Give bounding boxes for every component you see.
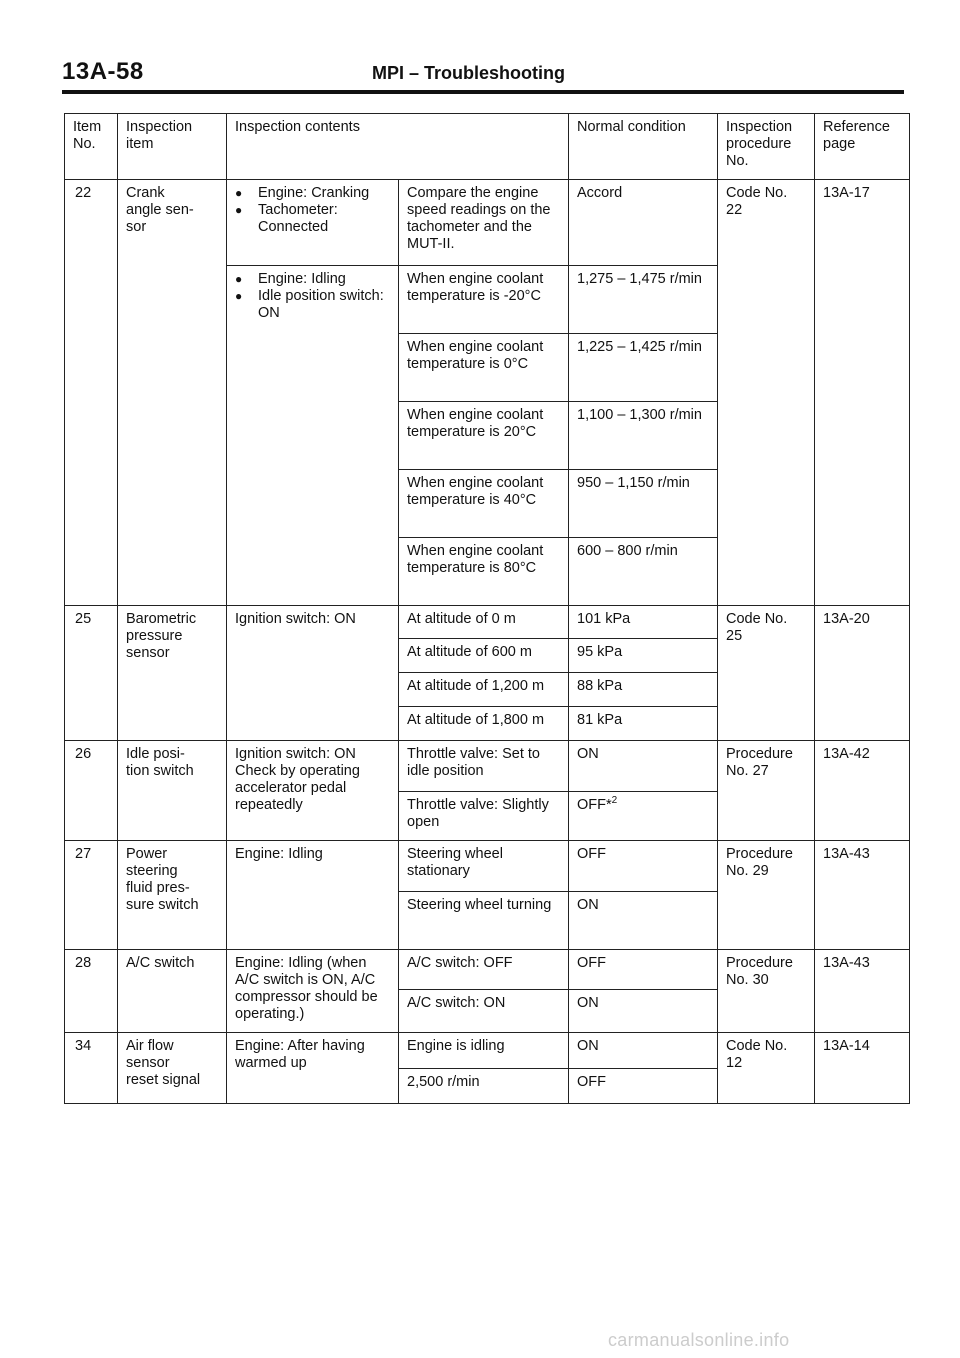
normal-condition: 1,225 – 1,425 r/min — [569, 334, 718, 402]
inspection-item: A/C switch — [118, 950, 227, 1033]
normal-condition: 88 kPa — [569, 673, 718, 707]
reference-page: 13A-43 — [815, 950, 910, 1033]
reference-page: 13A-20 — [815, 606, 910, 741]
inspection-check: Throttle valve: Set to idle position — [399, 741, 569, 792]
inspection-procedure: Procedure No. 29 — [718, 841, 815, 950]
inspection-check: Throttle valve: Slightly open — [399, 792, 569, 841]
inspection-item: Crank angle sen- sor — [118, 180, 227, 606]
table-row-26 — [65, 741, 910, 792]
inspection-procedure: Code No. 25 — [718, 606, 815, 741]
item-no: 25 — [65, 606, 118, 741]
normal-condition: 600 – 800 r/min — [569, 538, 718, 606]
item-no: 26 — [65, 741, 118, 841]
inspection-check: At altitude of 0 m — [399, 606, 569, 639]
troubleshooting-table — [64, 113, 910, 1104]
bullet-icon: ● — [235, 289, 243, 303]
table-row-34 — [65, 1033, 910, 1069]
bullet-icon: ● — [235, 186, 243, 200]
inspection-item: Power steering fluid pres- sure switch — [118, 841, 227, 950]
normal-condition: OFF — [569, 841, 718, 892]
normal-condition: ON — [569, 741, 718, 792]
inspection-condition: Engine: Idling — [227, 841, 399, 950]
footnote-marker: 2 — [611, 795, 618, 807]
normal-condition: 95 kPa — [569, 639, 718, 673]
inspection-procedure: Code No. 12 — [718, 1033, 815, 1104]
table-row-25 — [65, 606, 910, 639]
table-header-row — [65, 114, 910, 180]
inspection-procedure: Procedure No. 27 — [718, 741, 815, 841]
col-header-normal-condition: Normal condition — [569, 114, 718, 180]
inspection-check: Compare the engine speed readings on the tachometer and the MUT-II. — [399, 180, 569, 266]
normal-condition: 1,275 – 1,475 r/min — [569, 266, 718, 334]
normal-condition: ON — [569, 892, 718, 950]
normal-condition: ON — [569, 990, 718, 1033]
inspection-condition: Ignition switch: ON — [227, 606, 399, 741]
reference-page: 13A-14 — [815, 1033, 910, 1104]
reference-page: 13A-17 — [815, 180, 910, 606]
col-header-reference-page: Reference page — [815, 114, 910, 180]
col-header-inspection-contents: Inspection contents — [227, 114, 569, 180]
inspection-check: When engine coolant temperature is 20°C — [399, 402, 569, 470]
normal-condition: 1,100 – 1,300 r/min — [569, 402, 718, 470]
inspection-item: Idle posi- tion switch — [118, 741, 227, 841]
item-no: 22 — [65, 180, 118, 606]
item-no: 27 — [65, 841, 118, 950]
inspection-check: At altitude of 600 m — [399, 639, 569, 673]
inspection-check: When engine coolant temperature is 40°C — [399, 470, 569, 538]
inspection-check: When engine coolant temperature is -20°C — [399, 266, 569, 334]
inspection-check: When engine coolant temperature is 80°C — [399, 538, 569, 606]
normal-condition: Accord — [569, 180, 718, 266]
inspection-condition: Engine: After having warmed up — [227, 1033, 399, 1104]
bullet-icon: ● — [235, 272, 243, 286]
table-row-22 — [65, 180, 910, 266]
inspection-condition: ● Engine: Idling ● Idle position switch: ON — [227, 266, 399, 606]
reference-page: 13A-42 — [815, 741, 910, 841]
inspection-check: A/C switch: ON — [399, 990, 569, 1033]
inspection-check: At altitude of 1,200 m — [399, 673, 569, 707]
page-title: MPI – Troubleshooting — [372, 63, 565, 83]
normal-condition: 101 kPa — [569, 606, 718, 639]
inspection-check: Engine is idling — [399, 1033, 569, 1069]
inspection-condition: Ignition switch: ON Check by operating accelerator pedal repeatedly — [227, 741, 399, 841]
watermark: carmanualsonline.info — [608, 1330, 790, 1350]
inspection-check: Steering wheel turning — [399, 892, 569, 950]
table-row-28 — [65, 950, 910, 990]
inspection-item: Barometric pressure sensor — [118, 606, 227, 741]
inspection-check: A/C switch: OFF — [399, 950, 569, 990]
col-header-inspection-procedure: Inspection procedure No. — [718, 114, 815, 180]
inspection-check: Steering wheel stationary — [399, 841, 569, 892]
normal-condition: 81 kPa — [569, 707, 718, 741]
inspection-condition: ● Engine: Cranking ● Tachometer: Connected — [227, 180, 399, 266]
normal-condition: ON — [569, 1033, 718, 1069]
inspection-procedure: Procedure No. 30 — [718, 950, 815, 1033]
inspection-check: 2,500 r/min — [399, 1069, 569, 1104]
item-no: 28 — [65, 950, 118, 1033]
reference-page: 13A-43 — [815, 841, 910, 950]
normal-condition: OFF*$^2$ — [569, 792, 718, 841]
inspection-item: Air flow sensor reset signal — [118, 1033, 227, 1104]
item-no: 34 — [65, 1033, 118, 1104]
normal-condition: 950 – 1,150 r/min — [569, 470, 718, 538]
inspection-procedure: Code No. 22 — [718, 180, 815, 606]
inspection-condition: Engine: Idling (when A/C switch is ON, A/C compressor should be operating.) — [227, 950, 399, 1033]
col-header-inspection-item: Inspection item — [118, 114, 227, 180]
header-rule — [62, 90, 904, 94]
table-row-27 — [65, 841, 910, 892]
page-code: 13A-58 — [62, 58, 144, 85]
bullet-icon: ● — [235, 203, 243, 217]
inspection-check: When engine coolant temperature is 0°C — [399, 334, 569, 402]
col-header-item-no: Item No. — [65, 114, 118, 180]
normal-condition: OFF — [569, 950, 718, 990]
normal-condition: OFF — [569, 1069, 718, 1104]
inspection-check: At altitude of 1,800 m — [399, 707, 569, 741]
